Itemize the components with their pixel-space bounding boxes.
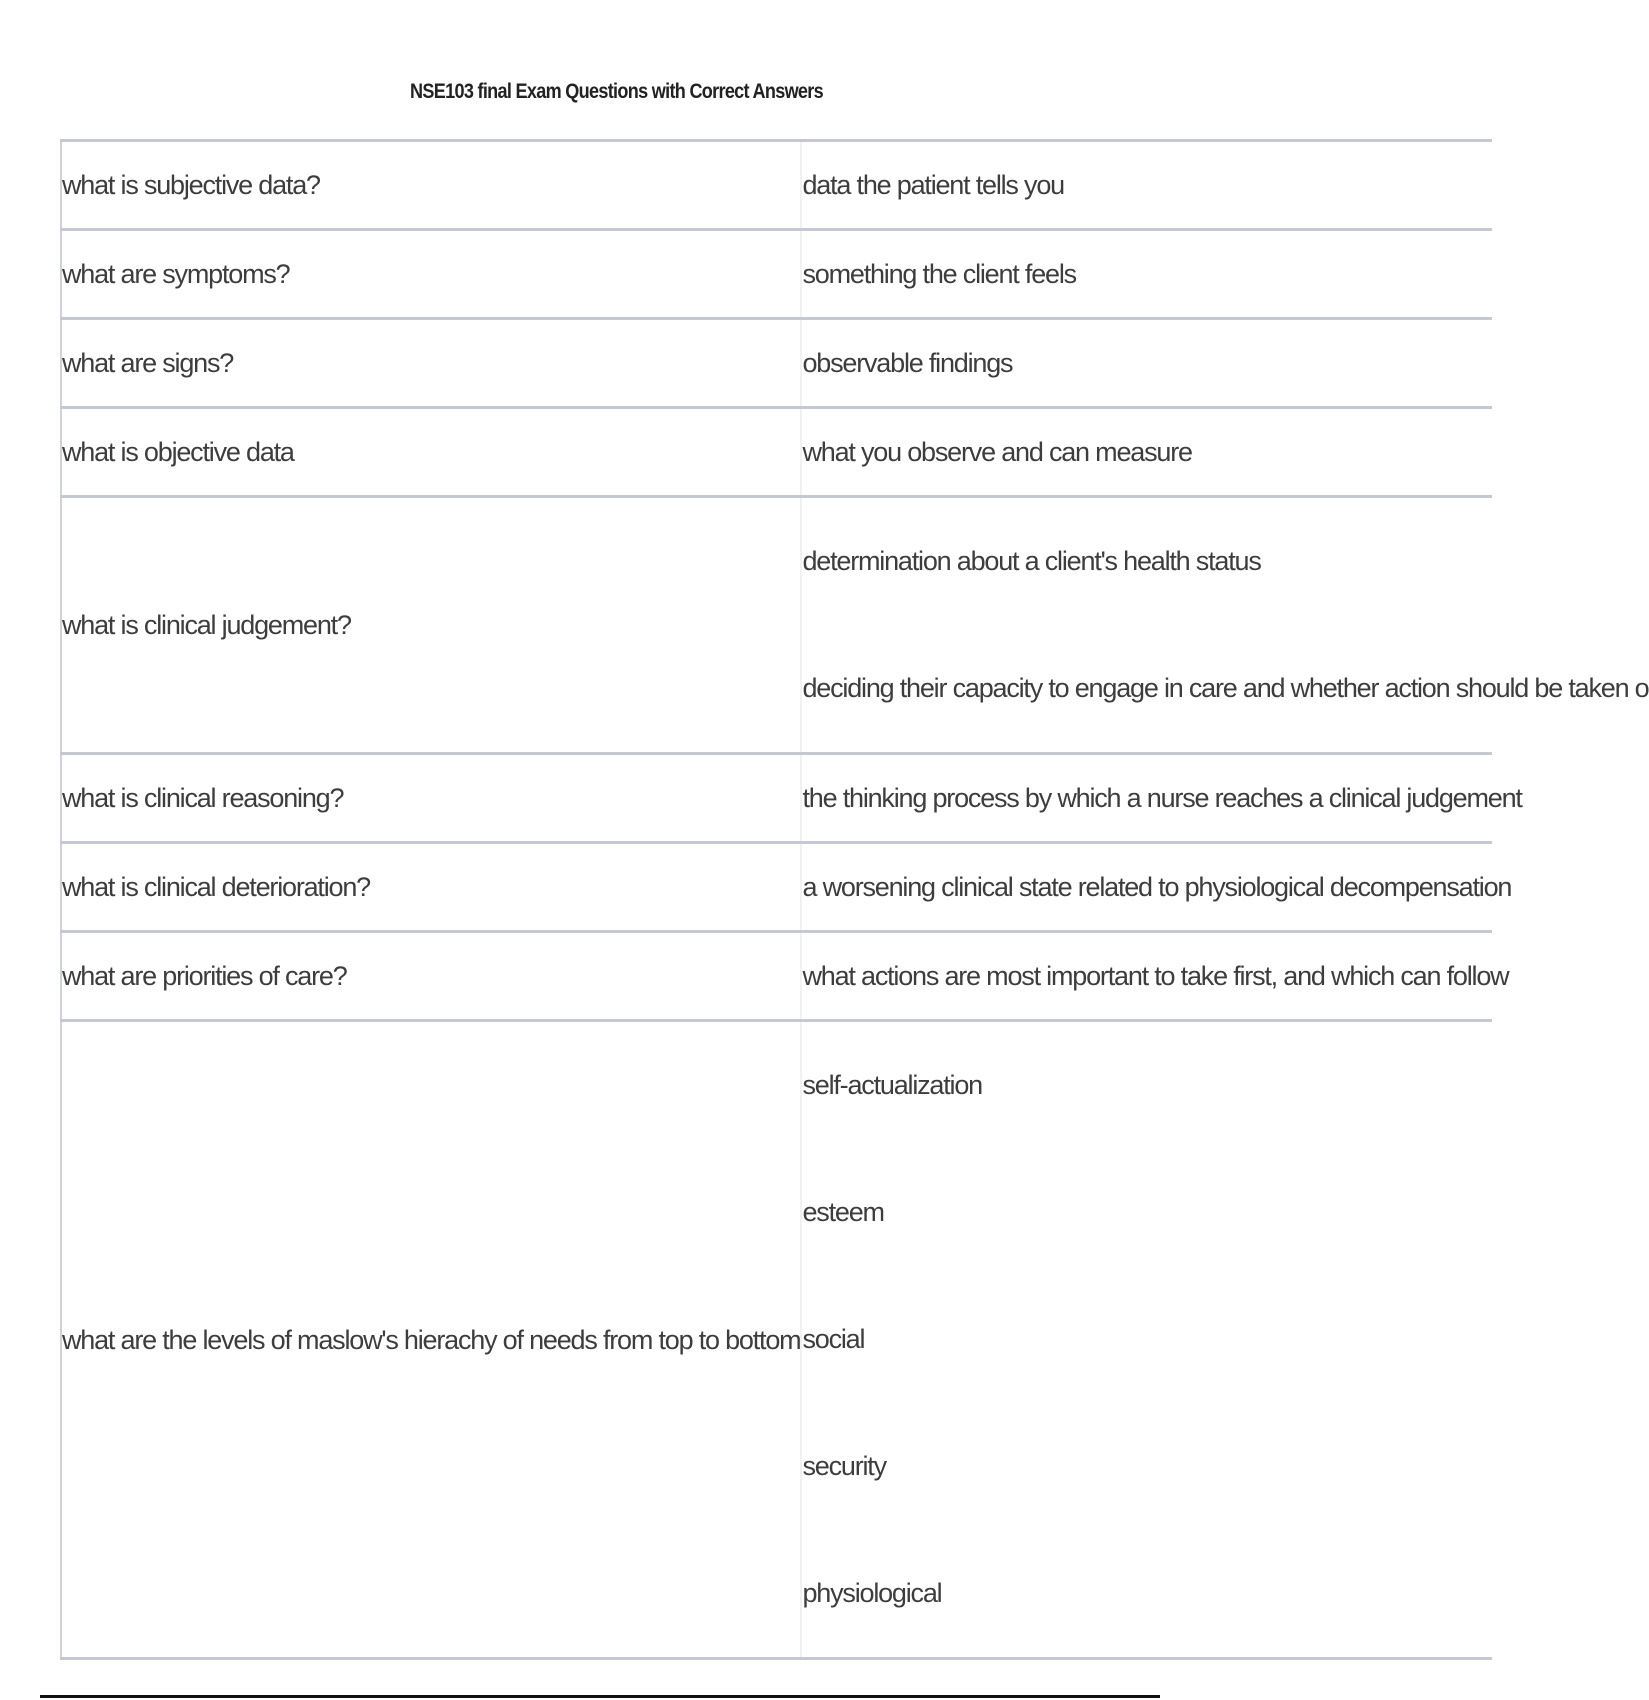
question-cell: what is clinical reasoning?	[61, 754, 801, 843]
qa-row	[61, 843, 1492, 932]
answer-cell	[801, 843, 1512, 932]
answer-text: self-actualization	[802, 1070, 982, 1100]
answer-text: data the patient tells you	[802, 169, 1064, 200]
question-cell: what is clinical judgement?	[61, 497, 801, 754]
answer-cell	[801, 1021, 1492, 1659]
answer-cell	[801, 497, 1649, 754]
bottom-rule	[40, 1695, 1160, 1698]
answer-text: something the client feels	[802, 258, 1076, 289]
answer-text: what you observe and can measure	[802, 436, 1192, 467]
answer-text: what actions are most important to take first, and which can follow	[802, 960, 1509, 991]
qa-row	[61, 497, 1492, 754]
answer-text: the thinking process by which a nurse reaches a clinical judgement	[802, 782, 1522, 813]
answer-text: physiological	[802, 1578, 942, 1608]
qa-row	[61, 932, 1492, 1021]
answer-cell	[801, 230, 1492, 319]
question-cell: what is clinical deterioration?	[61, 843, 801, 932]
qa-row	[61, 1021, 1492, 1659]
document-title: NSE103 final Exam Questions with Correct Answers	[410, 80, 823, 103]
question-cell: what is objective data	[61, 408, 801, 497]
qa-row	[61, 230, 1492, 319]
qa-row	[61, 408, 1492, 497]
qa-table	[60, 139, 1649, 1660]
answer-cell	[801, 319, 1492, 408]
question-cell: what are the levels of maslow's hierachy of needs from top to bottom	[61, 1021, 801, 1659]
answer-text: security	[802, 1451, 886, 1481]
answer-cell	[801, 754, 1522, 843]
answer-text: a worsening clinical state related to physiological decompensation	[802, 871, 1512, 902]
answer-cell	[801, 408, 1492, 497]
answer-text: social	[802, 1324, 865, 1354]
answer-text: deciding their capacity to engage in care and whether action should be taken o	[802, 673, 1649, 703]
qa-row	[61, 754, 1492, 843]
answer-text: esteem	[802, 1197, 884, 1227]
qa-row	[61, 319, 1492, 408]
question-cell: what is subjective data?	[61, 141, 801, 230]
question-cell: what are symptoms?	[61, 230, 801, 319]
question-cell: what are signs?	[61, 319, 801, 408]
answer-text: determination about a client's health status	[802, 546, 1261, 576]
question-cell: what are priorities of care?	[61, 932, 801, 1021]
answer-cell	[801, 932, 1509, 1021]
answer-cell	[801, 141, 1492, 230]
answer-text: observable findings	[802, 347, 1013, 378]
qa-row	[61, 141, 1492, 230]
